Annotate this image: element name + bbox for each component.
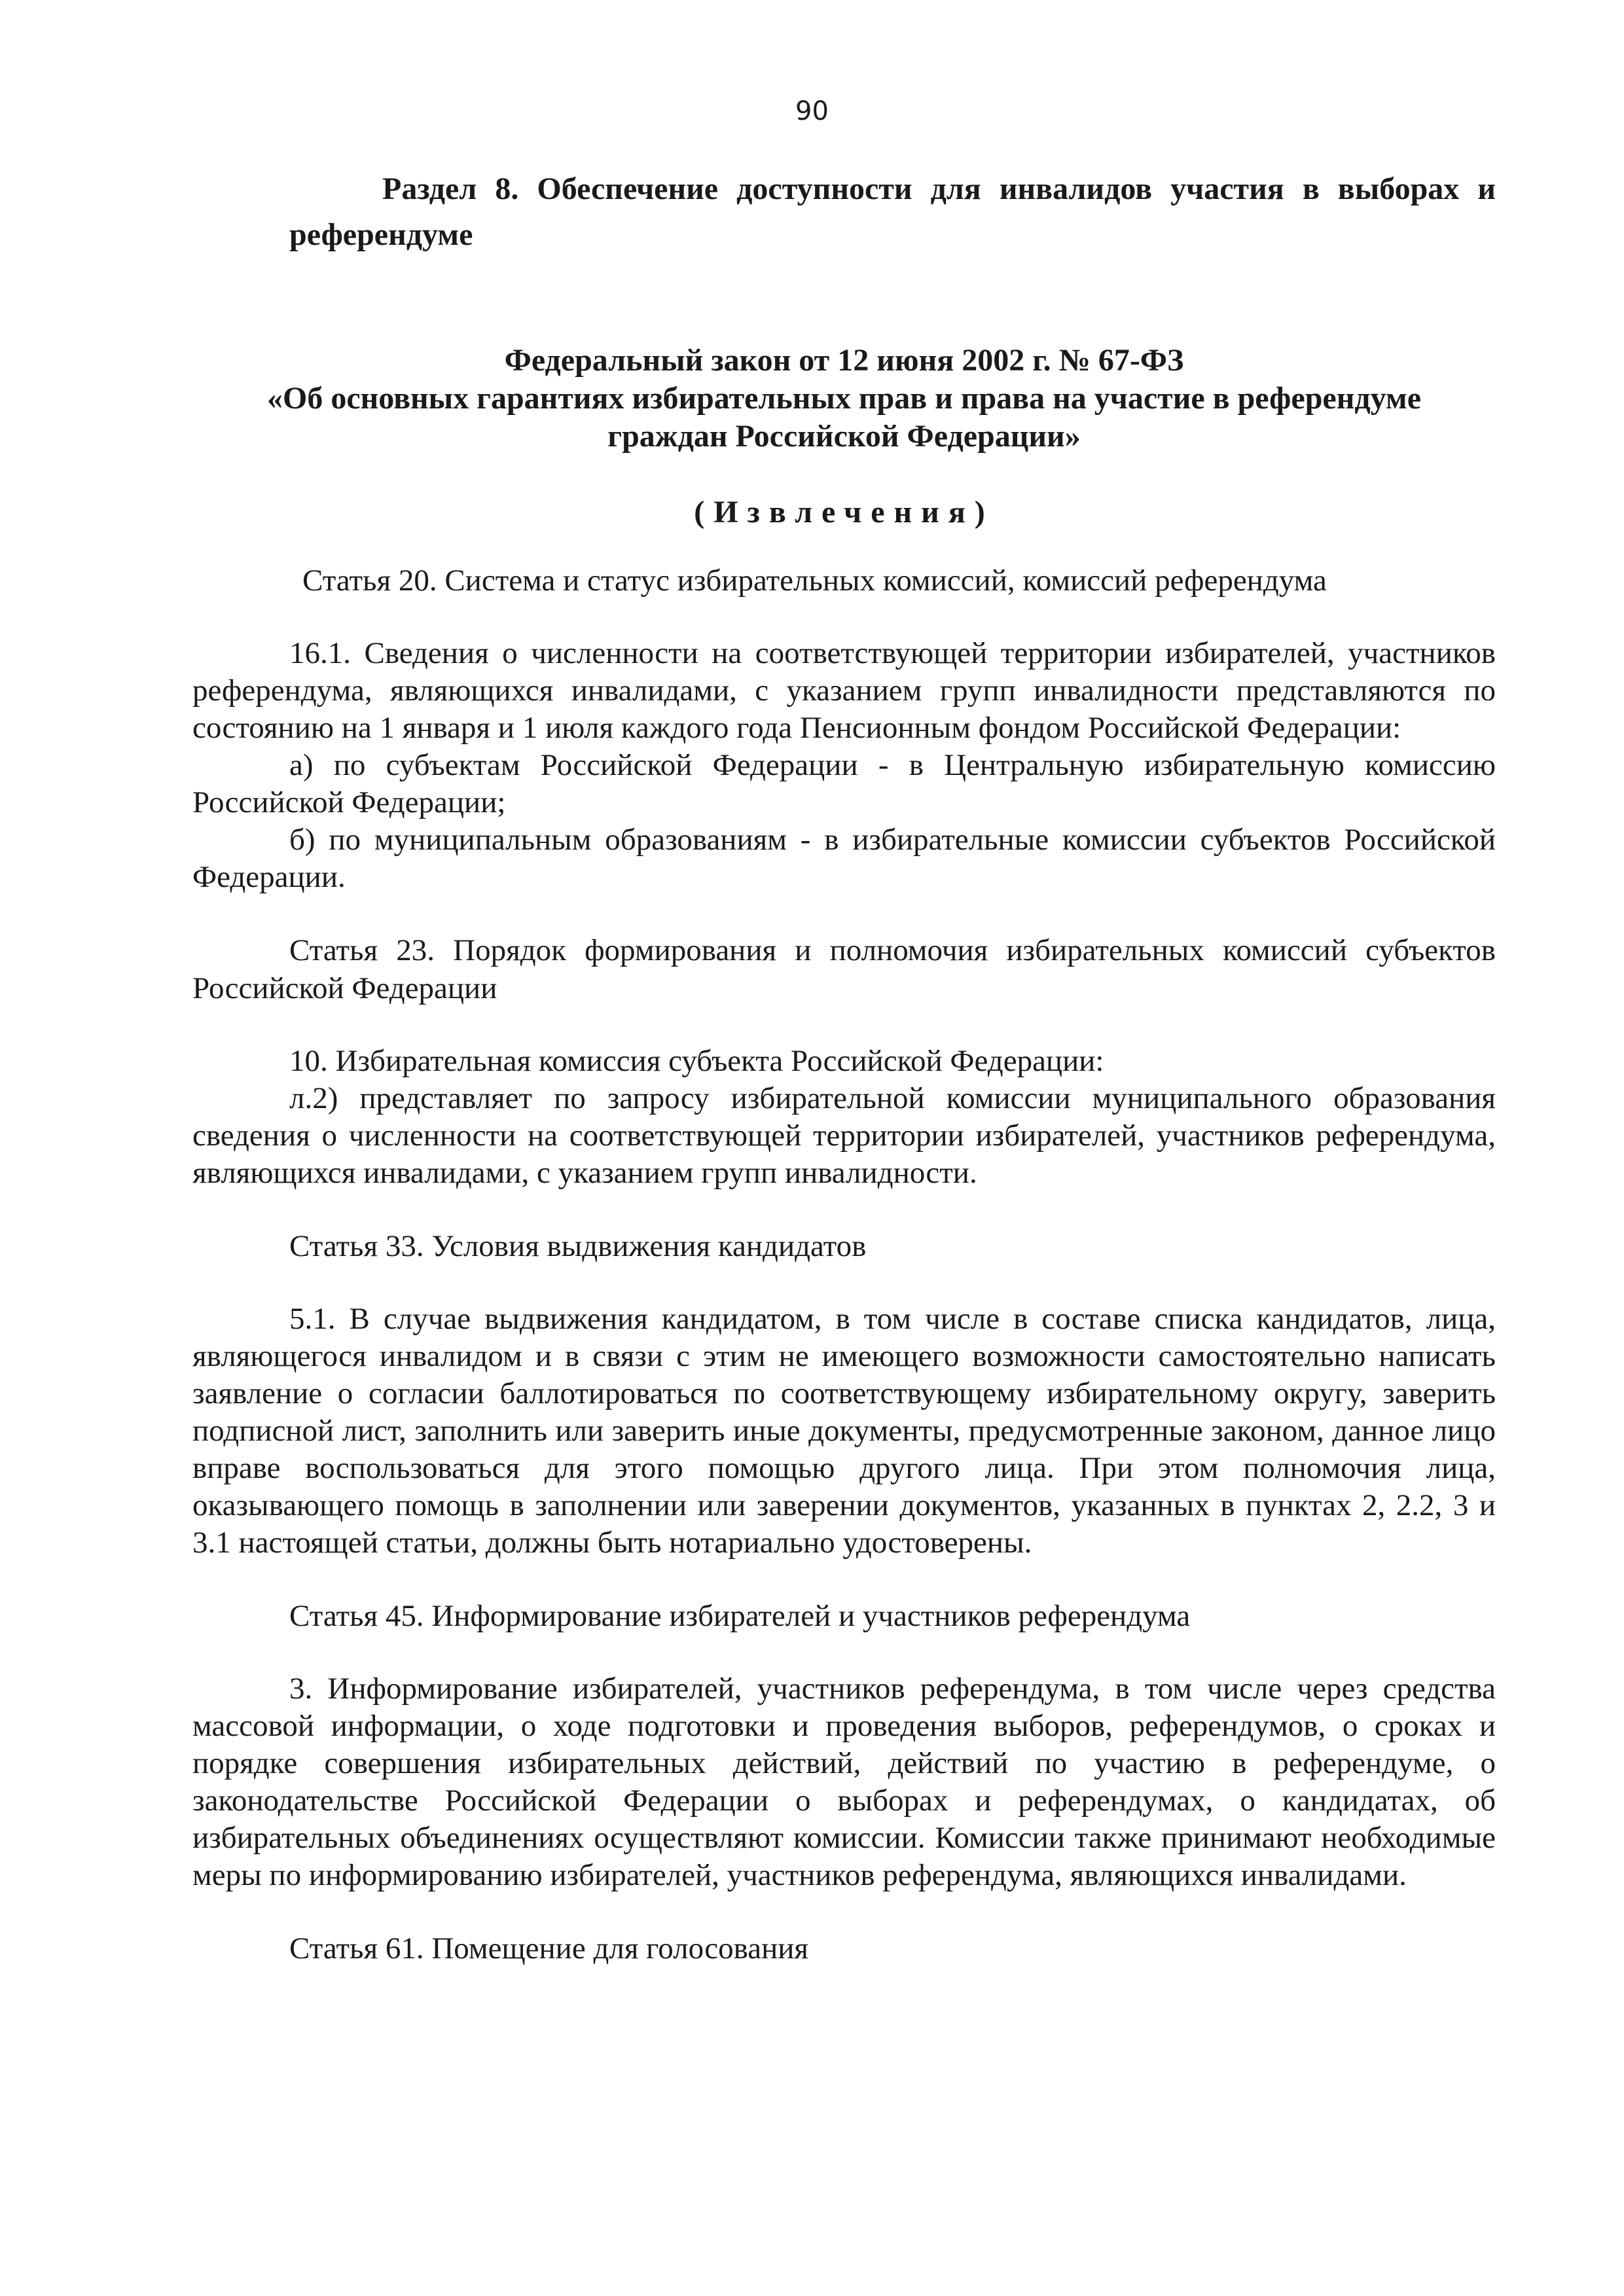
article-61-title: Статья 61. Помещение для голосования [289, 1931, 809, 1965]
article-33-para-1: 5.1. В случае выдвижения кандидатом, в том числе в составе списка кандидатов, лица, являющегося инвалидом и в связи с этим не имеющего возможности самостоятельно написать заявление о согласии баллотироваться по соответствующему избирательному округу, заверить подписной лист, заполнить или заверить иные документы, предусмотренные законом, данное лицо вправе воспользоваться для этого помощью другого лица. При этом полномочия лица, оказывающего помощь в заполнении или заверении документов, указанных в пунктах 2, 2.2, 3 и 3.1 настоящей статьи, должны быть нотариально удостоверены. [192, 1302, 1496, 1560]
article-23-para-2: л.2) представляет по запросу избирательной комиссии муниципального образования сведения о численности на соответствующей территории избирателей, участников референдума, являющихся инвалидами, с указанием групп инвалидности. [192, 1081, 1496, 1190]
article-45-para-1: 3. Информирование избирателей, участников референдума, в том числе через средства массовой информации, о ходе подготовки и проведения выборов, референдумов, о сроках и порядке совершения избирательных действий, действий по участию в референдуме, о законодательстве Российской Федерации о выборах и референдумах, о кандидатах, об избирательных объединениях осуществляют комиссии. Комиссии также принимают необходимые меры по информированию избирателей, участников референдума, являющихся инвалидами. [192, 1672, 1496, 1892]
article-23-para-1: 10. Избирательная комиссия субъекта Российской Федерации: [289, 1044, 1104, 1078]
law-title-line-3: граждан Российской Федерации» [607, 419, 1081, 454]
section-title: Раздел 8. Обеспечение доступности для инвалидов участия в выборах и референдуме [289, 171, 1496, 252]
article-20-title: Статья 20. Система и статус избирательных комиссий, комиссий референдума [302, 564, 1327, 598]
article-45-title: Статья 45. Информирование избирателей и участников референдума [289, 1599, 1191, 1633]
law-title-line-2: «Об основных гарантиях избирательных прав и права на участие в референдуме [267, 381, 1421, 416]
article-20-para-2: а) по субъектам Российской Федерации - в Центральную избирательную комиссию Российской Федерации; [192, 748, 1496, 819]
law-title-line-1: Федеральный закон от 12 июня 2002 г. № 67-ФЗ [504, 343, 1184, 378]
document-body [192, 166, 1496, 1967]
law-header [192, 342, 1496, 456]
article-20-para-1: 16.1. Сведения о численности на соответствующей территории избирателей, участников референдума, являющихся инвалидами, с указанием групп инвалидности представляются по состоянию на 1 января и 1 июля каждого года Пенсионным фондом Российской Федерации: [192, 636, 1496, 745]
article-20-para-3: б) по муниципальным образованиям - в избирательные комиссии субъектов Российской Федерации. [192, 823, 1496, 894]
page-number: 90 [795, 96, 829, 126]
extract-label: (Извлечения) [694, 495, 994, 529]
article-23-title: Статья 23. Порядок формирования и полномочия избирательных комиссий субъектов Российской Федерации [192, 933, 1496, 1005]
article-33-title: Статья 33. Условия выдвижения кандидатов [289, 1229, 867, 1263]
